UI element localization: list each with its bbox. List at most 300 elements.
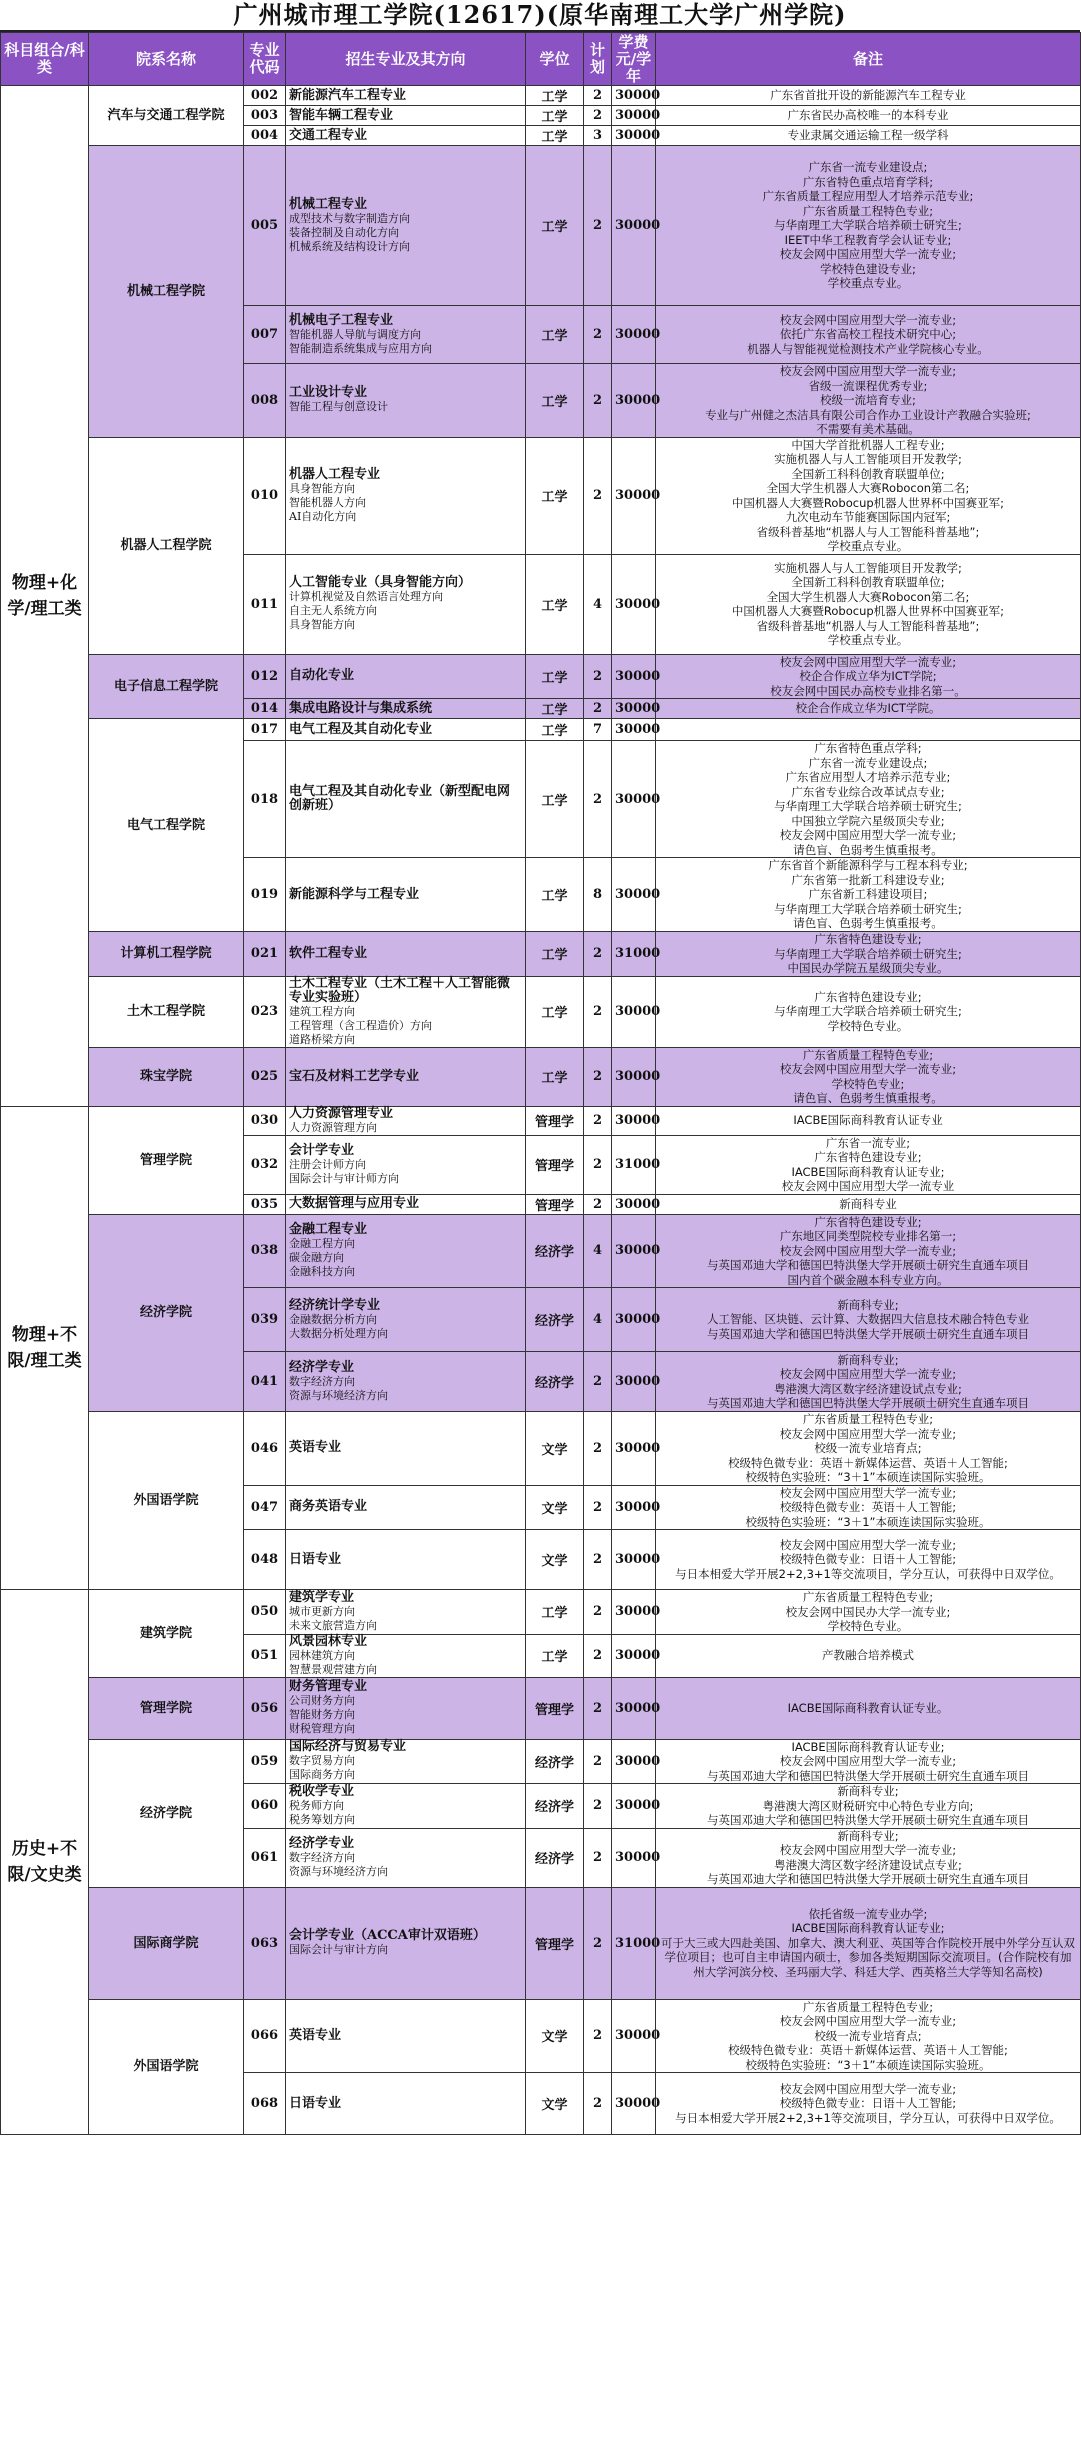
tuition-cell: 30000: [612, 1530, 656, 1590]
note-line: 校友会网中国应用型大学一流专业: [781, 1179, 955, 1193]
college-name-cell: 外国语学院: [89, 1999, 244, 2135]
note-line: 专业与广州健之杰洁具有限公司合作办工业设计产教融合实验班;: [705, 407, 1031, 422]
major-code-cell: 035: [244, 1194, 286, 1214]
note-line: 省级科普基地“机器人与人工智能科普基地”;: [756, 524, 980, 539]
major-code-cell: 041: [244, 1352, 286, 1412]
tuition-cell: 31000: [612, 932, 656, 977]
note-line: 校友会网中国应用型大学一流专业;: [779, 1754, 957, 1768]
major-code-cell: 030: [244, 1106, 286, 1135]
major-name: 宝石及材料工艺学专业: [289, 1068, 420, 1084]
note-line: 与华南理工大学联合培养硕士研究生;: [774, 946, 962, 961]
note-line: 校企合作成立华为ICT学院。: [795, 701, 941, 716]
plan-cell: 2: [584, 106, 612, 126]
degree-cell: 工学: [526, 364, 584, 438]
major-code-cell: 005: [244, 146, 286, 306]
tuition-cell: 30000: [612, 1828, 656, 1887]
major-cell: [286, 1828, 526, 1887]
major-code-cell: 004: [244, 126, 286, 146]
college-name-cell: 汽车与交通工程学院: [89, 86, 244, 146]
college-name-cell: 管理学院: [89, 1677, 244, 1739]
major-cell: [286, 1677, 526, 1739]
note-line: 校企合作成立华为ICT学院;: [799, 669, 937, 683]
college-name-cell: 珠宝学院: [89, 1047, 244, 1106]
tuition-cell: 30000: [612, 126, 656, 146]
table-row: [1, 976, 1081, 1047]
plan-cell: 2: [584, 146, 612, 306]
note-line: 依托省级一流专业办学;: [808, 1906, 928, 1921]
degree-cell: 经济学: [526, 1288, 584, 1352]
degree-cell: 工学: [526, 437, 584, 554]
major-direction: 税务筹划方向: [289, 1812, 355, 1826]
major-direction: 智能制造系统集成与应用方向: [289, 341, 432, 355]
major-direction: 智能工程与创意设计: [289, 400, 388, 414]
note-line: 广东省质量工程特色专业;: [802, 1047, 934, 1062]
header-cell: 科目组合/科类: [1, 33, 89, 86]
plan-cell: 2: [584, 437, 612, 554]
plan-cell: 2: [584, 1412, 612, 1486]
major-direction: 未来文旅营造方向: [289, 1618, 377, 1632]
college-name-cell: 外国语学院: [89, 1412, 244, 1590]
tuition-cell: 30000: [612, 146, 656, 306]
note-line: 广东省质量工程应用型人才培养示范专业;: [762, 189, 974, 204]
tuition-cell: 30000: [612, 1194, 656, 1214]
tuition-cell: 30000: [612, 1047, 656, 1106]
major-cell: [286, 1634, 526, 1677]
major-cell: [286, 437, 526, 554]
note-line: 校级一流培育专业;: [820, 393, 916, 407]
table-row: [1, 437, 1081, 554]
note-line: 全国新工科科创教育联盟单位;: [791, 575, 945, 589]
note-line: 中国机器人大赛暨Robocup机器人世界杯中国赛亚军;: [731, 495, 1005, 510]
notes-cell: [656, 719, 1081, 741]
tuition-cell: 30000: [612, 554, 656, 654]
major-direction: 道路桥梁方向: [289, 1032, 355, 1046]
major-cell: [286, 1887, 526, 1999]
table-row: [1, 1739, 1081, 1784]
note-line: 机器人与智能视觉检测技术产业学院核心专业。: [747, 341, 989, 356]
major-direction: AI自动化方向: [289, 509, 357, 523]
major-code-cell: 038: [244, 1214, 286, 1288]
degree-cell: 管理学: [526, 1194, 584, 1214]
major-cell: [286, 741, 526, 858]
page-title: 广州城市理工学院(12617)(原华南理工大学广州学院): [0, 0, 1080, 32]
major-name: 金融工程专业: [289, 1221, 368, 1237]
major-direction: 智慧景观营建方向: [289, 1662, 377, 1676]
major-direction: 园林建筑方向: [289, 1648, 355, 1662]
note-line: 与英国邓迪大学和德国巴特洪堡大学开展硕士研究生直通车项目: [707, 1258, 1029, 1272]
major-name: 机器人工程专业: [289, 466, 381, 482]
plan-cell: 2: [584, 86, 612, 106]
note-line: 广东省应用型人才培养示范专业;: [785, 770, 951, 784]
notes-cell: [656, 932, 1081, 977]
major-direction: 城市更新方向: [289, 1604, 355, 1618]
college-name-cell: 经济学院: [89, 1214, 244, 1412]
degree-cell: 管理学: [526, 1887, 584, 1999]
note-line: 新商科专业;: [837, 1784, 899, 1798]
major-code-cell: 017: [244, 719, 286, 741]
major-direction: 具身智能方向: [289, 481, 355, 495]
major-code-cell: 059: [244, 1739, 286, 1784]
note-line: 校友会网中国应用型大学一流专业;: [779, 828, 957, 842]
tuition-cell: 30000: [612, 719, 656, 741]
note-line: 新商科专业;: [837, 1297, 899, 1312]
major-cell: [286, 932, 526, 977]
degree-cell: 工学: [526, 654, 584, 699]
major-direction: 机械系统及结构设计方向: [289, 239, 410, 253]
degree-cell: 文学: [526, 1485, 584, 1530]
major-code-cell: 008: [244, 364, 286, 438]
table-row: [1, 1999, 1081, 2073]
notes-cell: [656, 106, 1081, 126]
header-cell: 学费元/学年: [612, 33, 656, 86]
note-line: 与英国邓迪大学和德国巴特洪堡大学开展硕士研究生直通车项目: [707, 1326, 1029, 1341]
notes-cell: [656, 306, 1081, 364]
plan-cell: 2: [584, 976, 612, 1047]
header-cell: 专业代码: [244, 33, 286, 86]
college-name-cell: 电子信息工程学院: [89, 654, 244, 719]
notes-cell: [656, 1214, 1081, 1288]
tuition-cell: 30000: [612, 86, 656, 106]
tuition-cell: 30000: [612, 1784, 656, 1829]
degree-cell: 管理学: [526, 1135, 584, 1194]
plan-cell: 2: [584, 1530, 612, 1590]
major-direction: 资源与环境经济方向: [289, 1388, 388, 1402]
major-direction: 智能机器人方向: [289, 495, 366, 509]
note-line: 学校特色专业。: [827, 1619, 909, 1633]
major-cell: [286, 126, 526, 146]
major-direction: 计算机视觉及自然语言处理方向: [289, 590, 443, 603]
major-cell: [286, 699, 526, 719]
note-line: 请色盲、色弱考生慎重报考。: [793, 842, 943, 857]
plan-cell: 3: [584, 126, 612, 146]
header-cell: 院系名称: [89, 33, 244, 86]
notes-cell: [656, 1828, 1081, 1887]
major-code-cell: 025: [244, 1047, 286, 1106]
major-code-cell: 014: [244, 699, 286, 719]
note-line: 中国民办学院五星级顶尖专业。: [787, 961, 949, 975]
note-line: 广东省质量工程特色专业;: [802, 203, 934, 218]
degree-cell: 工学: [526, 146, 584, 306]
major-name: 经济学专业: [289, 1359, 355, 1375]
college-name-cell: 机器人工程学院: [89, 437, 244, 654]
note-line: 实施机器人与人工智能项目开发教学;: [774, 560, 962, 575]
note-line: 广东地区同类型院校专业排名第一;: [779, 1229, 957, 1243]
note-line: 校友会网中国应用型大学一流专业;: [779, 2081, 957, 2096]
major-cell: [286, 1047, 526, 1106]
degree-cell: 文学: [526, 1412, 584, 1486]
notes-cell: [656, 858, 1081, 932]
table-row: [1, 654, 1081, 699]
college-name-cell: 机械工程学院: [89, 146, 244, 438]
note-line: 粤港澳大湾区财税研究中心特色专业方向;: [762, 1798, 974, 1813]
major-direction: 工程管理（含工程造价）方向: [289, 1018, 432, 1032]
notes-cell: [656, 1530, 1081, 1590]
degree-cell: 经济学: [526, 1784, 584, 1829]
notes-cell: [656, 1887, 1081, 1999]
degree-cell: 管理学: [526, 1677, 584, 1739]
major-name: 新能源汽车工程专业: [289, 87, 407, 103]
note-line: 校友会网中国应用型大学一流专业;: [779, 247, 957, 262]
major-cell: [286, 2073, 526, 2135]
note-line: 广东省特色建设专业;: [814, 1150, 922, 1164]
notes-cell: [656, 86, 1081, 106]
subject-group-cell: 物理+不限/理工类: [1, 1106, 89, 1590]
degree-cell: 管理学: [526, 1106, 584, 1135]
note-line: 校友会网中国应用型大学一流专业;: [779, 654, 957, 669]
degree-cell: 文学: [526, 1999, 584, 2073]
major-cell: [286, 654, 526, 699]
plan-cell: 2: [584, 1194, 612, 1214]
tuition-cell: 30000: [612, 1590, 656, 1635]
notes-cell: [656, 741, 1081, 858]
note-line: 校友会网中国民办大学一流专业;: [785, 1604, 951, 1619]
college-name-cell: 国际商学院: [89, 1887, 244, 1999]
note-line: 新商科专业: [839, 1196, 897, 1211]
header-cell: 招生专业及其方向: [286, 33, 526, 86]
degree-cell: 工学: [526, 306, 584, 364]
tuition-cell: 30000: [612, 106, 656, 126]
table-row: [1, 1590, 1081, 1635]
note-line: 广东省特色建设专业;: [814, 989, 922, 1004]
note-line: 校友会网中国民办高校专业排名第一。: [770, 683, 966, 698]
notes-cell: [656, 1412, 1081, 1486]
plan-cell: 4: [584, 1214, 612, 1288]
note-line: 广东省第一批新工科建设专业;: [791, 872, 945, 887]
major-direction: 碳金融方向: [289, 1250, 344, 1264]
major-name: 工业设计专业: [289, 385, 368, 401]
note-line: 广东省一流专业;: [825, 1135, 911, 1150]
major-direction: 金融数据分析方向: [289, 1312, 377, 1326]
major-name: 新能源科学与工程专业: [289, 886, 420, 902]
note-line: 广东省特色建设专业;: [814, 932, 922, 946]
major-code-cell: 010: [244, 437, 286, 554]
notes-cell: [656, 976, 1081, 1047]
note-line: 广东省一流专业建设点;: [808, 755, 928, 770]
note-line: 与华南理工大学联合培养硕士研究生;: [774, 218, 962, 233]
plan-cell: 4: [584, 554, 612, 654]
major-name: 土木工程专业（土木工程＋人工智能微专业实验班）: [289, 975, 511, 1005]
major-code-cell: 019: [244, 858, 286, 932]
subject-group-cell: 物理+化学/理工类: [1, 86, 89, 1107]
plan-cell: 7: [584, 719, 612, 741]
major-name: 交通工程专业: [289, 127, 368, 143]
major-direction: 国际会计与审计师方向: [289, 1171, 399, 1185]
degree-cell: 工学: [526, 719, 584, 741]
major-code-cell: 047: [244, 1485, 286, 1530]
major-cell: [286, 1352, 526, 1412]
note-line: 新商科专业;: [837, 1828, 899, 1843]
major-cell: [286, 719, 526, 741]
degree-cell: 文学: [526, 1530, 584, 1590]
major-code-cell: 046: [244, 1412, 286, 1486]
degree-cell: 经济学: [526, 1214, 584, 1288]
table-row: [1, 146, 1081, 306]
notes-cell: [656, 1784, 1081, 1829]
note-line: 请色盲、色弱考生慎重报考。: [793, 916, 943, 931]
degree-cell: 经济学: [526, 1828, 584, 1887]
tuition-cell: 30000: [612, 2073, 656, 2135]
notes-cell: [656, 1739, 1081, 1784]
note-line: 广东省质量工程特色专业;: [802, 1590, 934, 1604]
note-line: 与华南理工大学联合培养硕士研究生;: [774, 799, 962, 813]
major-code-cell: 048: [244, 1530, 286, 1590]
major-cell: [286, 146, 526, 306]
notes-cell: [656, 554, 1081, 654]
notes-cell: [656, 699, 1081, 719]
major-name: 机械工程专业: [289, 196, 368, 212]
notes-cell: [656, 1485, 1081, 1530]
note-line: 中国独立学院六星级顶尖专业;: [791, 813, 945, 828]
college-name-cell: 管理学院: [89, 1106, 244, 1214]
note-line: IACBE国际商科教育认证专业;: [791, 1739, 945, 1754]
major-code-cell: 007: [244, 306, 286, 364]
note-line: 学校重点专业。: [827, 276, 909, 291]
note-line: 校友会网中国应用型大学一流专业;: [779, 364, 957, 378]
note-line: IACBE国际商科教育认证专业: [793, 1113, 943, 1128]
note-line: 广东省特色重点培育学科;: [802, 174, 934, 189]
note-line: 校级特色微专业：英语＋新媒体运营、英语＋人工智能;: [728, 2043, 1008, 2057]
major-cell: [286, 1530, 526, 1590]
major-cell: [286, 1412, 526, 1486]
note-line: 粤港澳大湾区数字经济建设试点专业;: [774, 1857, 962, 1872]
notes-cell: [656, 1194, 1081, 1214]
note-line: 请色盲、色弱考生慎重报考。: [793, 1091, 943, 1105]
college-name-cell: 经济学院: [89, 1739, 244, 1887]
degree-cell: 工学: [526, 858, 584, 932]
degree-cell: 文学: [526, 2073, 584, 2135]
degree-cell: 工学: [526, 1047, 584, 1106]
college-name-cell: 计算机工程学院: [89, 932, 244, 977]
major-name: 集成电路设计与集成系统: [289, 700, 433, 716]
note-line: IACBE国际商科教育认证专业;: [791, 1921, 945, 1936]
tuition-cell: 30000: [612, 1352, 656, 1412]
major-cell: [286, 1135, 526, 1194]
degree-cell: 工学: [526, 106, 584, 126]
major-cell: [286, 1784, 526, 1829]
note-line: 校友会网中国应用型大学一流专业;: [779, 1426, 957, 1441]
plan-cell: 2: [584, 741, 612, 858]
major-direction: 资源与环境经济方向: [289, 1864, 388, 1878]
note-line: 学校重点专业。: [827, 539, 909, 553]
note-line: 校友会网中国应用型大学一流专业;: [779, 1243, 957, 1258]
note-line: 校级特色微专业：日语＋人工智能;: [779, 1552, 957, 1567]
major-direction: 智能财务方向: [289, 1708, 355, 1721]
major-cell: [286, 1106, 526, 1135]
major-direction: 金融科技方向: [289, 1264, 355, 1278]
major-cell: [286, 1194, 526, 1214]
note-line: IACBE国际商科教育认证专业;: [791, 1164, 945, 1179]
note-line: 可于大三或大四赴美国、加拿大、澳大利亚、英国等合作院校开展中外学分互认双学位项目；也可自主申请国内硕士，参加各类短期国际交流项目。(合作院校有加州大学河滨分校、圣玛丽大学、科廷大学、西英格兰大学等知名高校): [661, 1935, 1075, 1979]
note-line: 广东省特色建设专业;: [814, 1214, 922, 1229]
note-line: 校级特色微专业：英语＋人工智能;: [779, 1500, 957, 1514]
major-direction: 国际会计与审计方向: [289, 1943, 388, 1956]
major-code-cell: 032: [244, 1135, 286, 1194]
note-line: 广东省质量工程特色专业;: [802, 1999, 934, 2014]
degree-cell: 经济学: [526, 1739, 584, 1784]
note-line: 校友会网中国应用型大学一流专业;: [779, 2014, 957, 2028]
note-line: IEET中华工程教育学会认证专业;: [784, 232, 952, 247]
tuition-cell: 30000: [612, 1677, 656, 1739]
notes-cell: [656, 1590, 1081, 1635]
major-cell: [286, 858, 526, 932]
note-line: 与英国邓迪大学和德国巴特洪堡大学开展硕士研究生直通车项目: [707, 1872, 1029, 1886]
note-line: 与英国邓迪大学和德国巴特洪堡大学开展硕士研究生直通车项目: [707, 1813, 1029, 1827]
college-name-cell: 土木工程学院: [89, 976, 244, 1047]
admission-table: [0, 32, 1081, 2135]
tuition-cell: 30000: [612, 1412, 656, 1486]
note-line: 产教融合培养模式: [822, 1648, 914, 1663]
note-line: 学校特色建设专业;: [820, 261, 916, 276]
notes-cell: [656, 1135, 1081, 1194]
notes-cell: [656, 1352, 1081, 1412]
major-direction: 大数据分析处理方向: [289, 1326, 388, 1340]
major-code-cell: 068: [244, 2073, 286, 2135]
plan-cell: 4: [584, 1288, 612, 1352]
major-code-cell: 066: [244, 1999, 286, 2073]
major-name: 经济学专业: [289, 1835, 355, 1851]
note-line: 校级特色实验班：“3＋1”本硕连读国际实验班。: [745, 2057, 991, 2072]
note-line: 校友会网中国应用型大学一流专业;: [779, 312, 957, 327]
notes-cell: [656, 1106, 1081, 1135]
major-direction: 建筑工程方向: [289, 1004, 355, 1018]
major-direction: 人力资源管理方向: [289, 1120, 377, 1134]
table-header-row: [1, 33, 1081, 86]
tuition-cell: 30000: [612, 654, 656, 699]
note-line: IACBE国际商科教育认证专业。: [787, 1700, 949, 1715]
plan-cell: 2: [584, 1677, 612, 1739]
tuition-cell: 30000: [612, 1634, 656, 1677]
major-name: 英语专业: [289, 2027, 342, 2043]
major-name: 日语专业: [289, 2095, 342, 2111]
plan-cell: 2: [584, 1887, 612, 1999]
major-name: 电气工程及其自动化专业: [289, 721, 433, 737]
plan-cell: 2: [584, 1828, 612, 1887]
subject-group-cell: 历史+不限/文史类: [1, 1590, 89, 2135]
note-line: 人工智能、区块链、云计算、大数据四大信息技术融合特色专业: [707, 1312, 1029, 1327]
tuition-cell: 30000: [612, 1485, 656, 1530]
tuition-cell: 31000: [612, 1887, 656, 1999]
plan-cell: 2: [584, 932, 612, 977]
degree-cell: 工学: [526, 699, 584, 719]
notes-cell: [656, 1634, 1081, 1677]
note-line: 粤港澳大湾区数字经济建设试点专业;: [774, 1381, 962, 1396]
major-direction: 智能机器人导航与调度方向: [289, 327, 421, 341]
major-name: 人力资源管理专业: [289, 1105, 394, 1121]
note-line: 与日本相爱大学开展2+2,3+1等交流项目，学分互认，可获得中日双学位。: [675, 1566, 1061, 1581]
note-line: 校级一流专业培育点;: [814, 1441, 922, 1455]
major-direction: 数字经济方向: [289, 1374, 355, 1388]
notes-cell: [656, 1047, 1081, 1106]
major-name: 经济统计学专业: [289, 1297, 381, 1313]
major-code-cell: 056: [244, 1677, 286, 1739]
major-direction: 税务师方向: [289, 1798, 344, 1812]
table-row: [1, 1677, 1081, 1739]
note-line: 省级科普基地“机器人与人工智能科普基地”;: [756, 618, 980, 633]
plan-cell: 2: [584, 1634, 612, 1677]
major-cell: [286, 554, 526, 654]
plan-cell: 2: [584, 699, 612, 719]
tuition-cell: 30000: [612, 437, 656, 554]
tuition-cell: 30000: [612, 1214, 656, 1288]
notes-cell: [656, 146, 1081, 306]
plan-cell: 2: [584, 1106, 612, 1135]
major-name: 自动化专业: [289, 668, 355, 684]
note-line: 广东省质量工程特色专业;: [802, 1412, 934, 1426]
major-cell: [286, 1288, 526, 1352]
degree-cell: 工学: [526, 554, 584, 654]
major-name: 税收学专业: [289, 1783, 355, 1799]
plan-cell: 2: [584, 1135, 612, 1194]
